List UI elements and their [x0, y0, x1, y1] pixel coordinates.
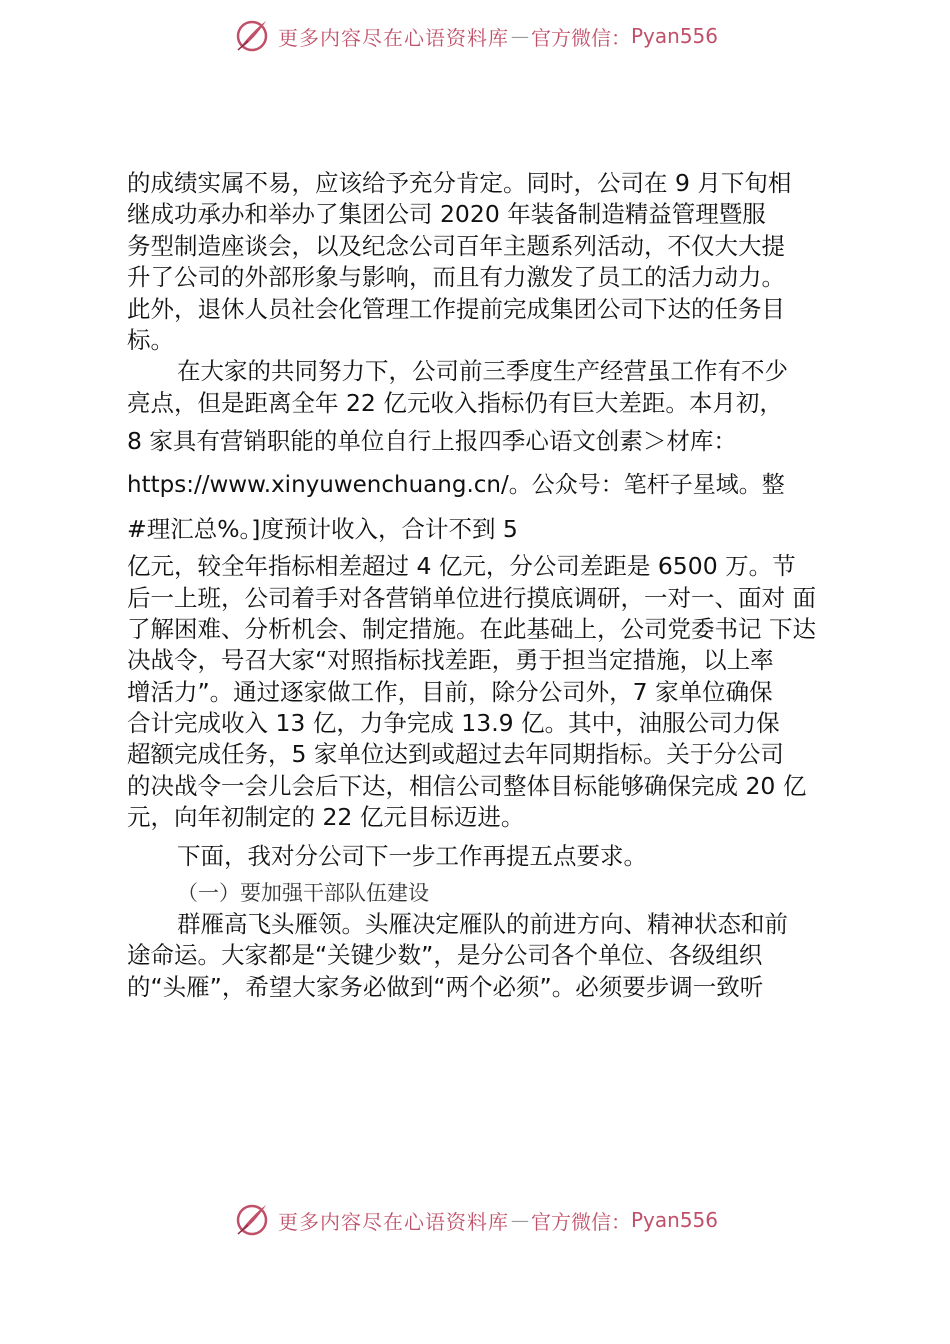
quill-logo-icon — [232, 16, 272, 56]
paragraph-line: 继成功承办和举办了集团公司 2020 年装备制造精益管理暨服 — [127, 200, 766, 229]
paragraph-line: 亮点，但是距离全年 22 亿元收入指标仍有巨大差距。本月初， — [127, 388, 783, 417]
banner-colon: ： — [610, 25, 631, 50]
paragraph-line: 的“头雁”，希望大家务必做到“两个必须”。必须要步调一致听 — [127, 972, 764, 1001]
paragraph-line: 超额完成任务，5 家单位达到或超过去年同期指标。关于分公司 — [127, 740, 784, 769]
paragraph-line: https://www.xinyuwenchuang.cn/。公众号：笔杆子星域。整 — [127, 472, 785, 499]
paragraph-line: #理汇总%。]度预计收入，合计不到 5 — [127, 515, 518, 544]
footer-watermark-banner — [0, 1200, 950, 1240]
paragraph-line: 途命运。大家都是“关键少数”，是分公司各个单位、各级组织 — [127, 941, 763, 970]
banner-separator: — — [510, 1209, 529, 1231]
paragraph-line: 元，向年初制定的 22 亿元目标迈进。 — [127, 803, 525, 832]
banner-title: 更多内容尽在心语资料库 — [277, 1209, 509, 1234]
paragraph-line: 增活力”。通过逐家做工作，目前，除分公司外，7 家单位确保 — [127, 677, 773, 706]
paragraph-line: 了解困难、分析机会、制定措施。在此基础上，公司党委书记 下达 — [127, 614, 816, 643]
banner-separator: — — [510, 25, 529, 47]
paragraph-line: 升了公司的外部形象与影响，而且有力激发了员工的活力动力。 — [127, 263, 785, 292]
header-watermark-banner — [0, 16, 950, 56]
paragraph-line: 群雁高飞头雁领。头雁决定雁队的前进方向、精神状态和前 — [177, 910, 788, 939]
paragraph-line: 后一上班，公司着手对各营销单位进行摸底调研，一对一、面对 面 — [127, 583, 816, 612]
banner-title: 更多内容尽在心语资料库 — [277, 25, 509, 50]
paragraph-line: 在大家的共同努力下，公司前三季度生产经营虽工作有不少 — [177, 357, 788, 386]
banner-colon: ： — [610, 1209, 631, 1234]
banner-wechat-label: 官方微信 — [530, 25, 611, 50]
paragraph-line: 下面，我对分公司下一步工作再提五点要求。 — [177, 841, 647, 870]
document-body — [127, 168, 867, 1003]
quill-logo-icon — [232, 1200, 272, 1240]
paragraph-line: 亿元，较全年指标相差超过 4 亿元，分公司差距是 6500 万。节 — [127, 552, 796, 581]
paragraph-line: 合计完成收入 13 亿，力争完成 13.9 亿。其中，油服公司力保 — [127, 709, 780, 738]
banner-wechat-id: Pyan556 — [630, 1208, 718, 1232]
paragraph-line: 决战令，号召大家“对照指标找差距，勇于担当定措施，以上率 — [127, 646, 774, 675]
paragraph-line: 务型制造座谈会，以及纪念公司百年主题系列活动，不仅大大提 — [127, 231, 785, 260]
banner-wechat-id: Pyan556 — [630, 24, 718, 48]
paragraph-line: 的成绩实属不易，应该给予充分肯定。同时，公司在 9 月下旬相 — [127, 169, 792, 197]
section-heading: （一）要加强干部队伍建设 — [177, 880, 429, 905]
paragraph-line: 此外，退休人员社会化管理工作提前完成集团公司下达的任务目 — [127, 294, 785, 323]
paragraph-line: 标。 — [127, 325, 174, 354]
paragraph-line: 的决战令一会儿会后下达，相信公司整体目标能够确保完成 20 亿 — [127, 771, 807, 800]
paragraph-line: 8 家具有营销职能的单位自行上报四季心语文创素＞材库： — [127, 427, 737, 456]
banner-wechat-label: 官方微信 — [530, 1209, 611, 1234]
